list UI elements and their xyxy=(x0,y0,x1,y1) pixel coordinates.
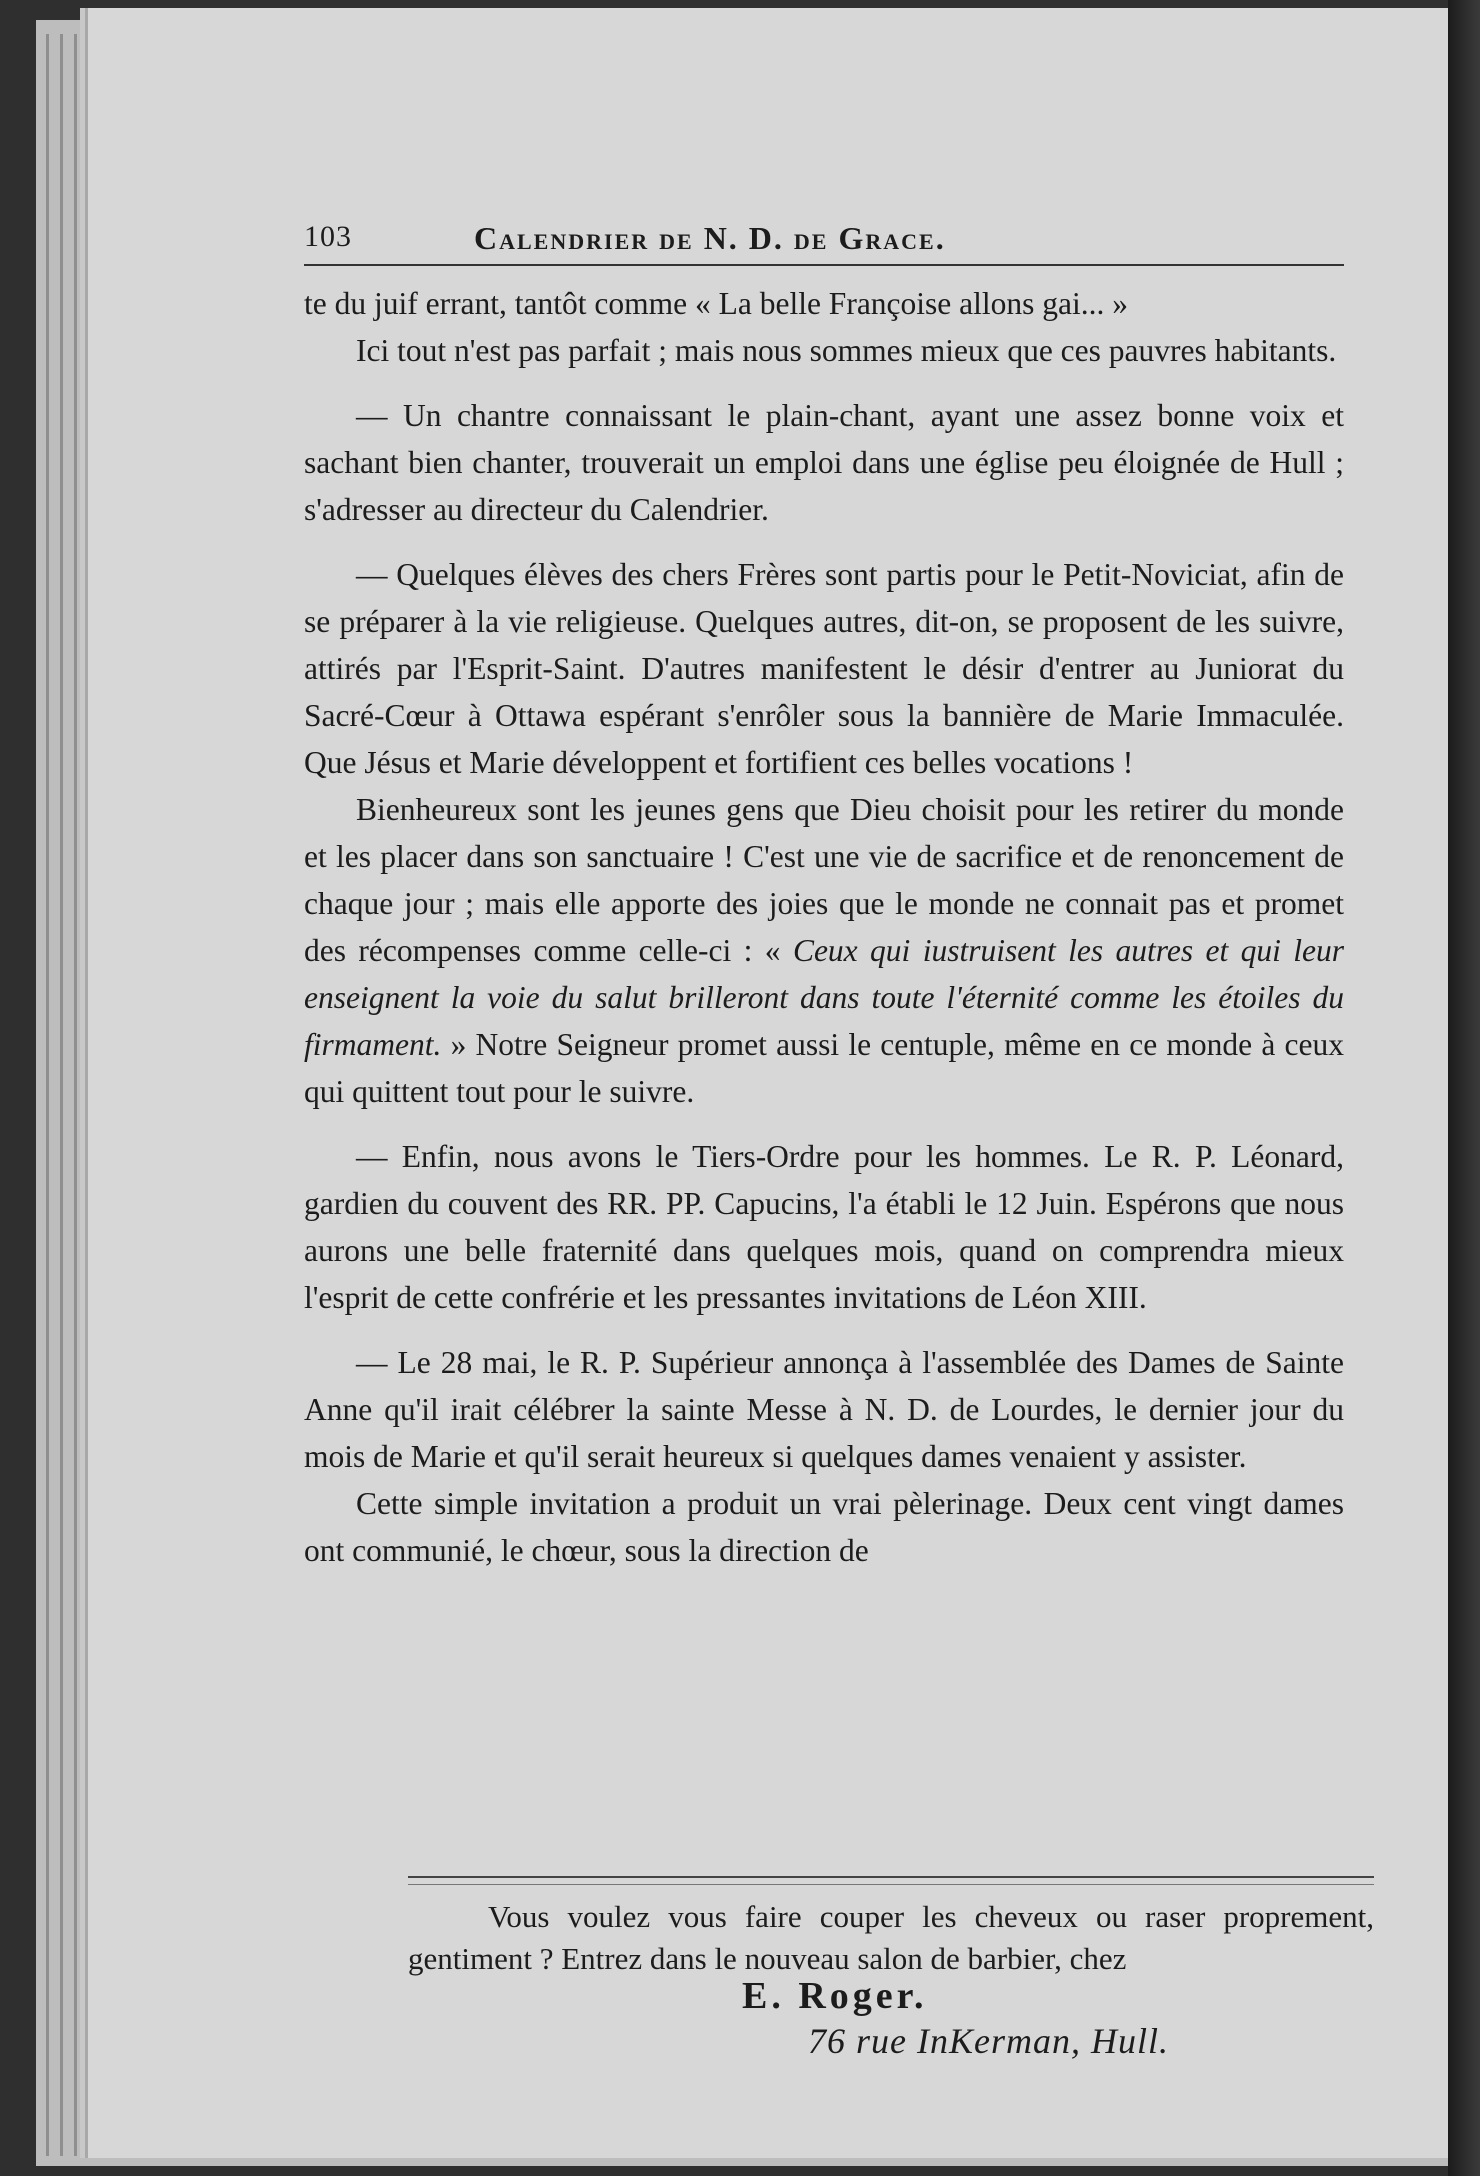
paragraph: — Un chantre connaissant le plain-chant, ayant une assez bonne voix et sachant bien chanter, trouverait un emploi dans une église peu éloignée de Hull ; s'adresser au directeur du Calendrier. xyxy=(304,398,1344,527)
advertisement-text: Vous voulez vous faire couper les cheveux ou raser proprement, gentiment ? Entrez dans le nouveau salon de barbier, chez xyxy=(408,1899,1374,1976)
paragraph-text: Bienheureux sont les jeunes gens que Dieu choisit pour les retirer du monde et les placer dans son sanctuaire ! C'est une vie de sacrifice et de renoncement de chaque jour ; mais elle apporte des joies que le monde ne connait pas et promet des récompenses comme celle-ci : « xyxy=(304,792,1344,968)
paragraph xyxy=(304,786,1344,1115)
advertiser-address: 76 rue InKerman, Hull. xyxy=(808,2021,1169,2061)
page-edge-line xyxy=(74,34,77,2156)
scripture-quote: Ceux qui iustruisent les autres et qui leur enseignent la voie du salut brilleront dans toute l'éternité comme les étoiles du firmament. xyxy=(304,933,1344,1062)
paragraph: Cette simple invitation a produit un vrai pèlerinage. Deux cent vingt dames ont communié, le chœur, sous la direction de xyxy=(304,1486,1344,1568)
running-header xyxy=(304,212,1344,266)
advertisement-rule xyxy=(408,1884,1374,1885)
advertisement-rule xyxy=(408,1876,1374,1878)
advertiser-name: E. Roger. xyxy=(742,1975,928,2017)
paragraph: Ici tout n'est pas parfait ; mais nous sommes mieux que ces pauvres habitants. xyxy=(356,333,1337,368)
book-page xyxy=(88,8,1448,2158)
page-number: 103 xyxy=(304,220,352,253)
book-edge-shadow xyxy=(1448,0,1480,2176)
page-edge-line xyxy=(46,34,49,2156)
paragraph: — Enfin, nous avons le Tiers-Ordre pour les hommes. Le R. P. Léonard, gardien du couvent des RR. PP. Capucins, l'a établi le 12 Juin. Espérons que nous aurons une belle fraternité dans quelques mois, quand on comprendra mieux l'esprit de cette confrérie et les pressantes invitations de Léon XIII. xyxy=(304,1139,1344,1315)
paragraph-text: » Notre Seigneur promet aussi le centuple, même en ce monde à ceux qui quittent tout pour le suivre. xyxy=(304,1027,1344,1109)
paragraph: te du juif errant, tantôt comme « La belle Françoise allons gai... » xyxy=(304,286,1128,321)
body-text xyxy=(304,280,1344,1574)
paragraph: — Quelques élèves des chers Frères sont partis pour le Petit-Noviciat, afin de se préparer à la vie religieuse. Quelques autres, dit-on, se proposent de les suivre, attirés par l'Esprit-Saint. D'autres manifestent le désir d'entrer au Juniorat du Sacré-Cœur à Ottawa espérant s'enrôler sous la bannière de Marie Immaculée. Que Jésus et Marie développent et fortifient ces belles vocations ! xyxy=(304,557,1344,780)
page-edge-line xyxy=(60,34,63,2156)
advertisement xyxy=(408,1896,1374,1980)
running-title: Calendrier de N. D. de Grace. xyxy=(474,220,946,256)
paragraph: — Le 28 mai, le R. P. Supérieur annonça à l'assemblée des Dames de Sainte Anne qu'il irait célébrer la sainte Messe à N. D. de Lourdes, le dernier jour du mois de Marie et qu'il serait heureux si quelques dames venaient y assister. xyxy=(304,1345,1344,1474)
